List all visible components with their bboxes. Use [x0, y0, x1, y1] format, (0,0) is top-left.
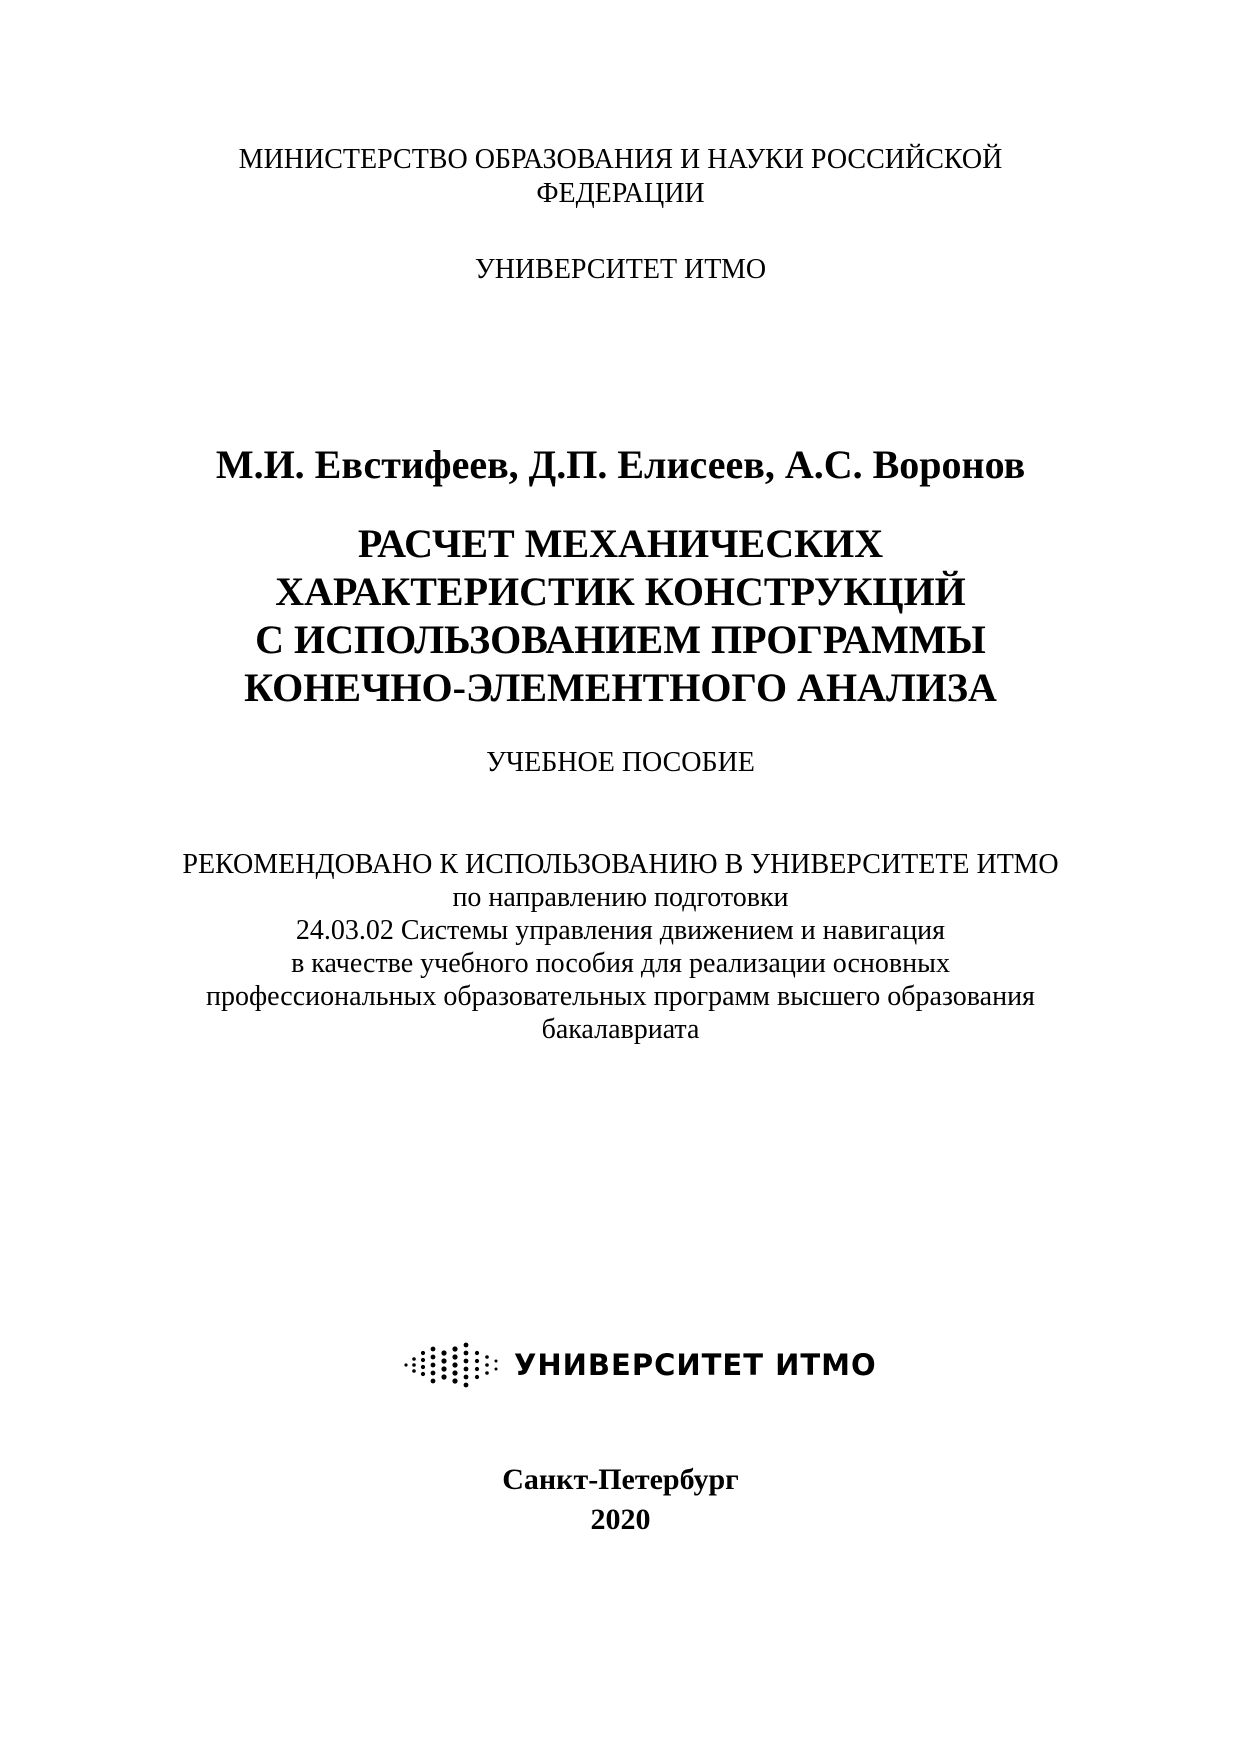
- publication-info: [0, 1460, 1241, 1540]
- book-authors: М.И. Евстифеев, Д.П. Елисеев, А.С. Воронов: [215, 442, 1026, 487]
- title-line-4: КОНЕЧНО-ЭЛЕМЕНТНОГО АНАЛИЗА: [244, 665, 997, 710]
- book-subtitle: УЧЕБНОЕ ПОСОБИЕ: [486, 747, 755, 778]
- publication-city: Санкт-Петербург: [502, 1463, 739, 1496]
- title-line-1: РАСЧЕТ МЕХАНИЧЕСКИХ: [357, 521, 884, 566]
- ministry-line-2: ФЕДЕРАЦИИ: [536, 178, 705, 209]
- recommendation-line-1: РЕКОМЕНДОВАНО К ИСПОЛЬЗОВАНИЮ В УНИВЕРСИТЕТЕ ИТМО: [182, 849, 1059, 880]
- recommendation-line-2: по направлению подготовки: [452, 882, 789, 913]
- title-line-2: ХАРАКТЕРИСТИК КОНСТРУКЦИЙ: [275, 569, 966, 614]
- ministry-line-1: МИНИСТЕРСТВО ОБРАЗОВАНИЯ И НАУКИ РОССИЙСКОЙ: [238, 144, 1003, 175]
- publication-year: 2020: [590, 1503, 651, 1536]
- recommendation-line-6: бакалавриата: [541, 1014, 700, 1045]
- university-name: УНИВЕРСИТЕТ ИТМО: [474, 254, 767, 285]
- recommendation-line-4: в качестве учебного пособия для реализации основных: [291, 948, 950, 979]
- itmo-dots-logo-icon: [402, 1339, 500, 1391]
- title-line-3: С ИСПОЛЬЗОВАНИЕМ ПРОГРАММЫ: [255, 617, 986, 662]
- university-logo: [402, 1335, 877, 1395]
- ministry-heading: [0, 143, 1241, 211]
- recommendation-line-3: 24.03.02 Системы управления движением и навигация: [295, 915, 946, 946]
- logo-text: УНИВЕРСИТЕТ ИТМО: [514, 1348, 877, 1382]
- recommendation-text: [0, 848, 1241, 1046]
- recommendation-line-5: профессиональных образовательных программ высшего образования: [206, 981, 1035, 1012]
- book-title: [0, 520, 1241, 712]
